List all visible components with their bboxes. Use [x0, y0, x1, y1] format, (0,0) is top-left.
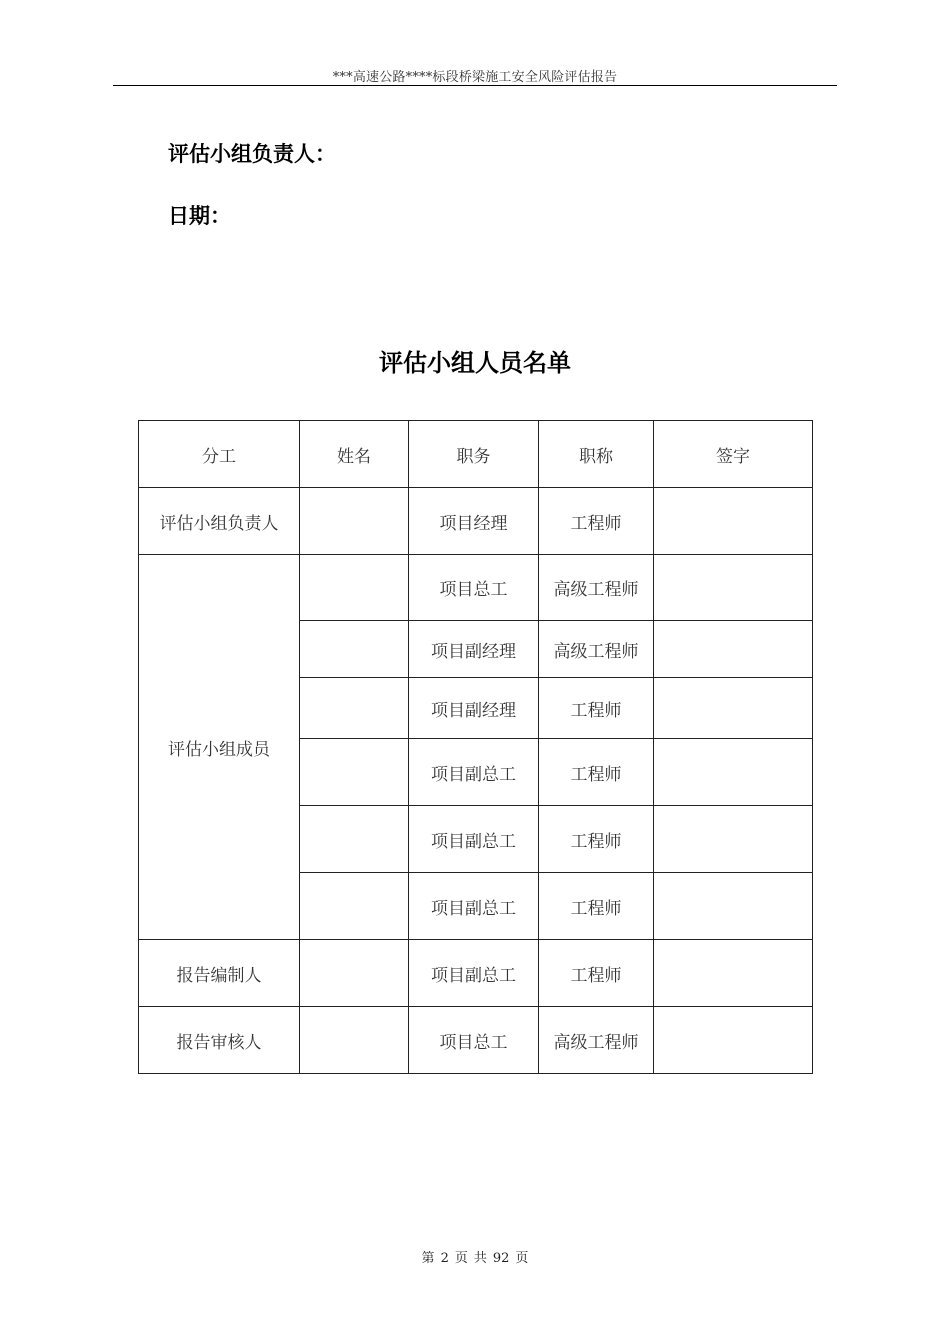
title-cell: 高级工程师 — [539, 1007, 654, 1074]
position-cell: 项目副总工 — [409, 873, 539, 940]
title-cell: 高级工程师 — [539, 555, 654, 621]
role-cell: 评估小组负责人 — [139, 488, 300, 555]
signature-cell — [654, 621, 813, 678]
table-header-row — [139, 421, 813, 488]
title-cell: 工程师 — [539, 873, 654, 940]
role-cell: 报告审核人 — [139, 1007, 300, 1074]
position-cell: 项目总工 — [409, 555, 539, 621]
footer-total-unit: 页 — [515, 1251, 529, 1266]
position-cell: 项目副经理 — [409, 678, 539, 739]
signature-cell — [654, 940, 813, 1007]
signature-cell — [654, 488, 813, 555]
role-cell: 报告编制人 — [139, 940, 300, 1007]
position-cell: 项目总工 — [409, 1007, 539, 1074]
footer-page-unit: 页 — [454, 1251, 468, 1266]
header-cell-position: 职务 — [409, 421, 539, 488]
position-cell: 项目副总工 — [409, 940, 539, 1007]
running-header: ***高速公路****标段桥梁施工安全风险评估报告 — [332, 70, 618, 85]
signature-cell — [654, 739, 813, 806]
signature-cell — [654, 1007, 813, 1074]
table-row — [139, 940, 813, 1007]
role-cell-merged: 评估小组成员 — [139, 555, 300, 940]
footer-total-prefix: 共 — [473, 1251, 487, 1266]
name-cell — [300, 1007, 409, 1074]
title-cell: 高级工程师 — [539, 621, 654, 678]
title-cell: 工程师 — [539, 806, 654, 873]
position-cell: 项目经理 — [409, 488, 539, 555]
title-cell: 工程师 — [539, 488, 654, 555]
name-cell — [300, 621, 409, 678]
page-footer — [0, 1247, 950, 1266]
signature-cell — [654, 806, 813, 873]
footer-page-number: 2 — [440, 1251, 449, 1266]
position-cell: 项目副总工 — [409, 806, 539, 873]
name-cell — [300, 555, 409, 621]
name-cell — [300, 488, 409, 555]
date-field-label: 日期： — [168, 204, 231, 228]
table-row — [139, 1007, 813, 1074]
name-cell — [300, 940, 409, 1007]
title-cell: 工程师 — [539, 678, 654, 739]
member-list-title: 评估小组人员名单 — [379, 349, 571, 377]
header-cell-name: 姓名 — [300, 421, 409, 488]
title-cell: 工程师 — [539, 739, 654, 806]
position-cell: 项目副总工 — [409, 739, 539, 806]
footer-prefix: 第 — [421, 1251, 435, 1266]
name-cell — [300, 739, 409, 806]
header-divider — [113, 85, 837, 86]
name-cell — [300, 873, 409, 940]
header-cell-signature: 签字 — [654, 421, 813, 488]
signature-cell — [654, 678, 813, 739]
signature-cell — [654, 555, 813, 621]
position-cell: 项目副经理 — [409, 621, 539, 678]
leader-field-label: 评估小组负责人： — [168, 142, 336, 166]
table-row — [139, 555, 813, 621]
name-cell — [300, 806, 409, 873]
member-table — [138, 420, 813, 1074]
footer-total-pages: 92 — [492, 1251, 510, 1266]
header-cell-title: 职称 — [539, 421, 654, 488]
signature-cell — [654, 873, 813, 940]
title-cell: 工程师 — [539, 940, 654, 1007]
name-cell — [300, 678, 409, 739]
header-cell-role: 分工 — [139, 421, 300, 488]
table-row — [139, 488, 813, 555]
